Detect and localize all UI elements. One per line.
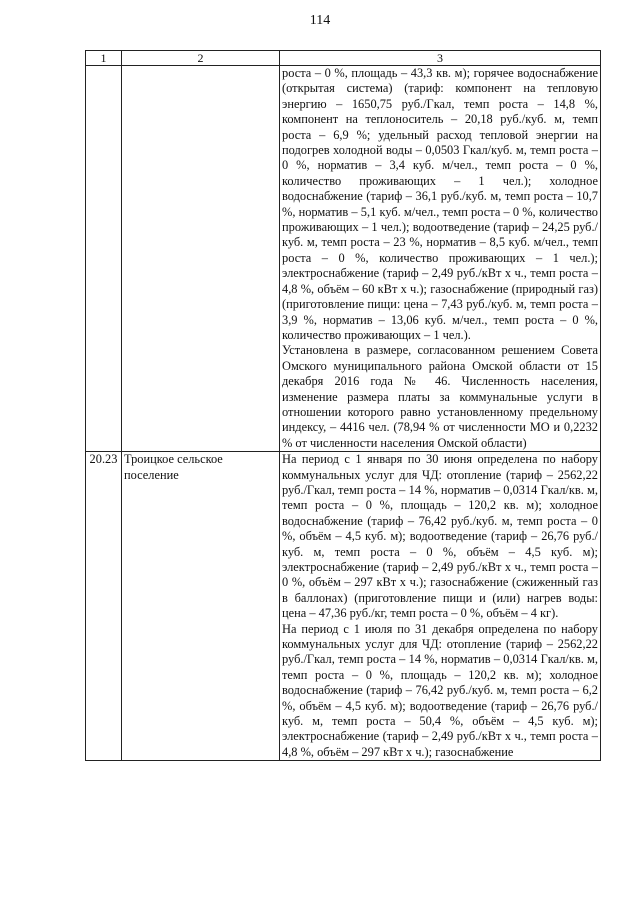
tariff-description — [280, 452, 601, 761]
header-col-2: 2 — [122, 51, 280, 66]
utility-tariff-table — [85, 50, 601, 761]
header-col-3: 3 — [280, 51, 601, 66]
tariff-text: роста – 0 %, площадь – 43,3 кв. м); горячее водоснабжение (открытая система) (тариф: компонент на тепловую энергию – 1650,75 руб./Гкал, темп роста – 14,8 %, компонент на теплоноситель – 20,18 руб./куб. м, темп роста – 6,9 %; удельный расход тепловой энергии на подогрев холодной воды – 0,0503 Гкал/куб. м, темп роста – 0 %, норматив – 3,4 куб. м/чел., темп роста – 0 %, количество проживающих – 1 чел.); холодное водоснабжение (тариф – 36,1 руб./куб. м, темп роста – 10,7 %, норматив – 5,1 куб. м/чел., темп роста – 0 %, количество проживающих – 1 чел.); водоотведение (тариф – 24,25 руб./куб. м, темп роста – 23 %, норматив – 8,5 куб. м/чел., темп роста – 0 %, количество проживающих – 1 чел.); электроснабжение (тариф – 2,49 руб./кВт х ч., темп роста – 4,8 %, объём – 60 кВт х ч.); газоснабжение (природный газ) (приготовление пищи: цена – 7,43 руб./куб. м, темп роста – 3,9 %, норматив – 13,06 куб. м/чел., темп роста – 0 %, количество проживающих – 1 чел.). — [282, 66, 598, 342]
second-half-year-text: На период с 1 июля по 31 декабря определена по набору коммунальных услуг для ЧД: отопление (тариф – 2562,22 руб./Гкал, темп роста – 14 %, норматив – 0,0314 Гкал/кв. м, темп роста – 0 %, площадь – 120,2 кв. м); холодное водоснабжение (тариф – 76,42 руб./куб. м, темп роста – 6,2 %, объём – 4,5 куб. м); водоотведение (тариф – 26,76 руб./куб. м, темп роста – 50,4 %, объём – 4,5 куб. м); электроснабжение (тариф – 2,49 руб./кВт х ч., темп роста – 4,8 %, объём – 297 кВт х ч.); газоснабжение — [282, 621, 598, 759]
tariff-description — [280, 66, 601, 452]
settlement-name — [122, 66, 280, 452]
row-number — [86, 66, 122, 452]
table-header-row — [86, 51, 601, 66]
first-half-year-text: На период с 1 января по 30 июня определена по набору коммунальных услуг для ЧД: отопление (тариф – 2562,22 руб./Гкал, темп роста – 14 %, норматив – 0,0314 Гкал/кв. м, темп роста – 0 %, площадь – 120,2 кв. м); холодное водоснабжение (тариф – 76,42 руб./куб. м, темп роста – 0 %, объём – 4,5 куб. м); водоотведение (тариф – 26,76 руб./куб. м, темп роста – 0 %, объём – 4,5 куб. м); электроснабжение (тариф – 2,49 руб./кВт х ч., темп роста – 0 %, объём – 297 кВт х ч.); газоснабжение (сжиженный газ в баллонах) (приготовление пищи и (или) нагрев воды: цена – 47,36 руб./кг, темп роста – 0 %, объём – 4 кг). — [282, 452, 598, 621]
page-number: 114 — [309, 13, 331, 28]
settlement-name: Троицкое сельское поселение — [122, 452, 280, 761]
table-row — [86, 66, 601, 452]
table-row — [86, 452, 601, 761]
row-number: 20.23 — [86, 452, 122, 761]
approval-text: Установлена в размере, согласованном решением Совета Омского муниципального района Омской области от 15 декабря 2016 года № 46. Численность населения, изменение размера платы за коммунальные услуги в отношении которого равно установленному предельному индексу, – 4416 чел. (78,94 % от численности МО и 0,2232 % от численности населения Омской области) — [282, 343, 598, 450]
header-col-1: 1 — [86, 51, 122, 66]
